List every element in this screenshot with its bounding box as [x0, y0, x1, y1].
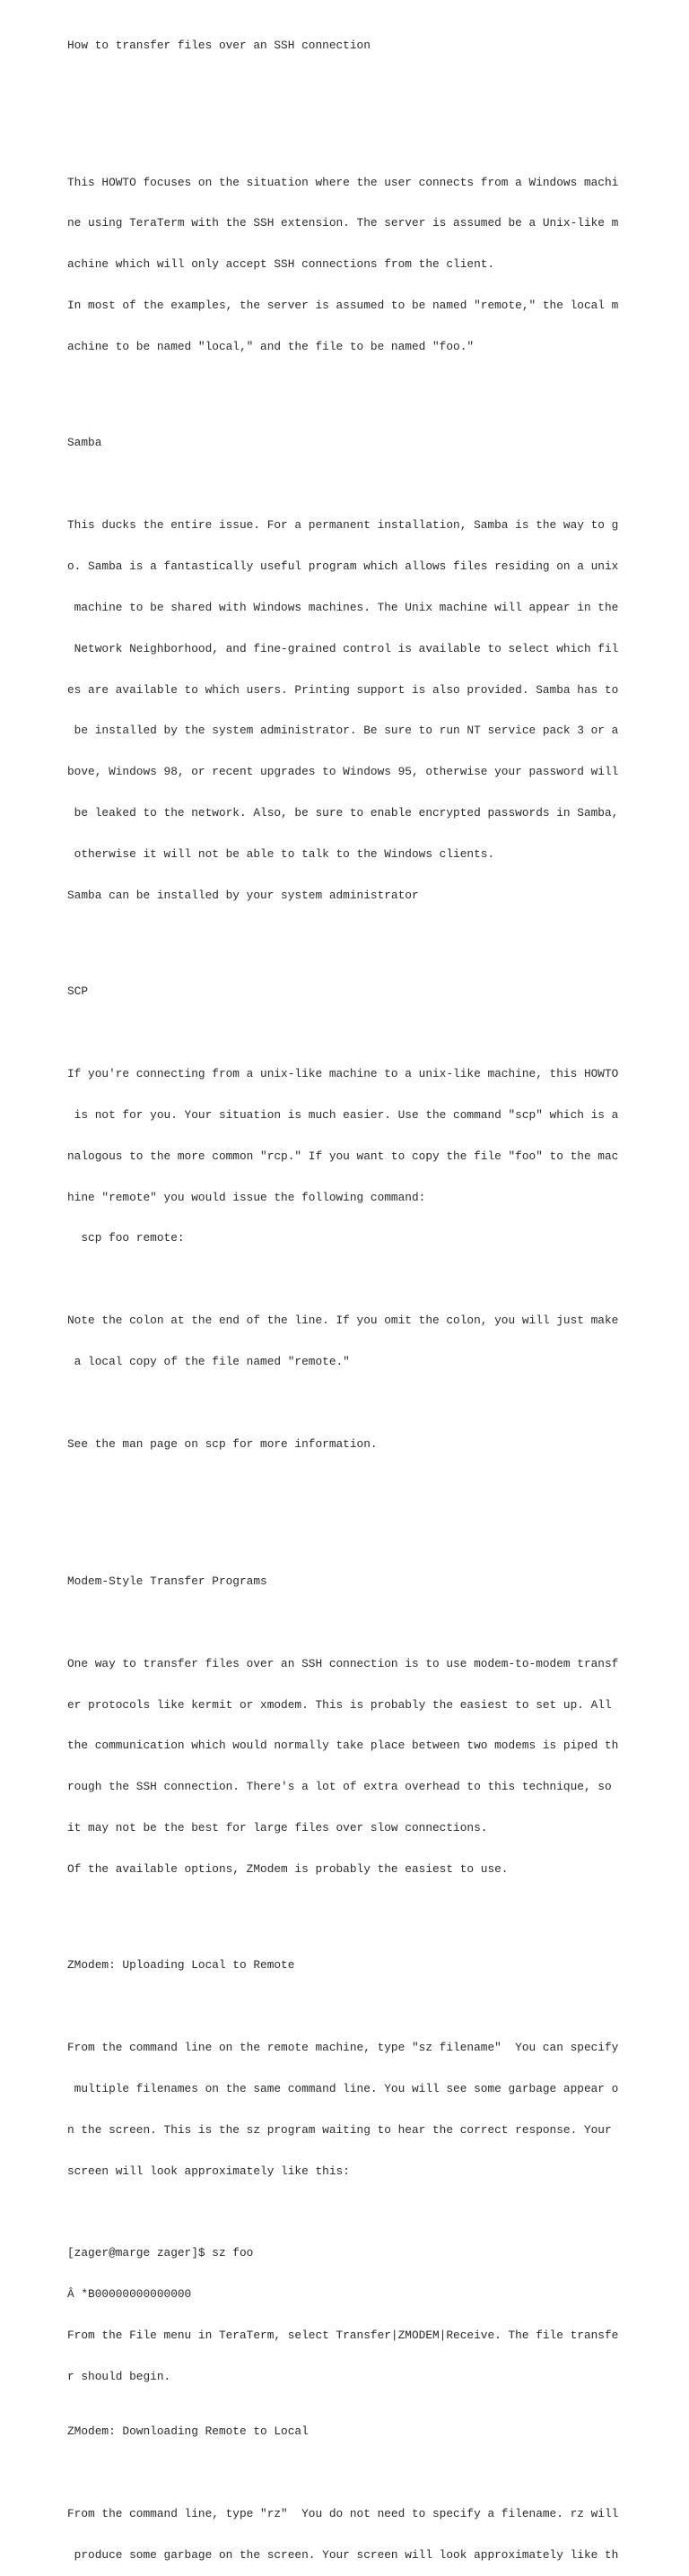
zmodem-upload-line: r should begin.: [67, 2370, 171, 2384]
scp-line: If you're connecting from a unix-like machine to a unix-like machine, this HOWTO: [67, 1066, 619, 1080]
zmodem-upload-line: screen will look approximately like this:: [67, 2164, 350, 2178]
samba-line: Samba can be installed by your system administrator: [67, 889, 419, 902]
terminal-line: [zager@marge zager]$ sz foo: [67, 2246, 254, 2260]
scp-heading: SCP: [67, 984, 89, 999]
zmodem-download-line: From the command line, type "rz" You do not need to specify a filename. rz will: [67, 2507, 619, 2521]
scp-command: scp foo remote:: [67, 1231, 185, 1245]
zmodem-upload-heading: ZModem: Uploading Local to Remote: [67, 1958, 295, 1973]
samba-line: Network Neighborhood, and fine-grained control is available to select which fil: [67, 641, 619, 655]
intro-line: achine to be named "local," and the file to be named "foo.": [67, 340, 475, 354]
samba-line: machine to be shared with Windows machines. The Unix machine will appear in the: [67, 600, 619, 614]
modem-line: Of the available options, ZModem is probably the easiest to use.: [67, 1862, 509, 1877]
modem-line: rough the SSH connection. There's a lot of extra overhead to this technique, so: [67, 1780, 612, 1794]
samba-line: o. Samba is a fantastically useful program which allows files residing on a unix: [67, 559, 619, 573]
scp-line: nalogous to the more common "rcp." If you want to copy the file "foo" to the mac: [67, 1149, 619, 1163]
scp-note-line: Note the colon at the end of the line. If you omit the colon, you will just make: [67, 1314, 619, 1328]
terminal-line: Â *B00000000000000: [67, 2287, 192, 2302]
scp-line: is not for you. Your situation is much easier. Use the command "scp" which is a: [67, 1107, 619, 1122]
scp-note-line: a local copy of the file named "remote.": [67, 1355, 350, 1369]
samba-line: es are available to which users. Printing support is also provided. Samba has to: [67, 682, 619, 697]
zmodem-download-heading: ZModem: Downloading Remote to Local: [67, 2424, 309, 2439]
modem-heading: Modem-Style Transfer Programs: [67, 1574, 267, 1588]
intro-line: This HOWTO focuses on the situation where the user connects from a Windows machi: [67, 175, 619, 189]
samba-heading: Samba: [67, 436, 102, 450]
scp-see-also: See the man page on scp for more information.: [67, 1436, 378, 1451]
modem-line: the communication which would normally take place between two modems is piped th: [67, 1739, 619, 1753]
modem-line: er protocols like kermit or xmodem. This is probably the easiest to set up. All: [67, 1697, 612, 1712]
zmodem-upload-line: multiple filenames on the same command line. You will see some garbage appear o: [67, 2081, 619, 2095]
samba-line: be leaked to the network. Also, be sure to enable encrypted passwords in Samba,: [67, 806, 619, 820]
zmodem-download-line: produce some garbage on the screen. Your screen will look approximately like th: [67, 2547, 619, 2562]
scp-line: hine "remote" you would issue the following command:: [67, 1190, 426, 1204]
zmodem-upload-line: n the screen. This is the sz program waiting to hear the correct response. Your: [67, 2122, 612, 2137]
document-page: [67, 11, 686, 2576]
samba-line: be installed by the system administrator. Be sure to run NT service pack 3 or a: [67, 724, 619, 738]
intro-line: ne using TeraTerm with the SSH extension. The server is assumed be a Unix-like m: [67, 216, 619, 230]
intro-line: achine which will only accept SSH connections from the client.: [67, 257, 495, 272]
zmodem-upload-line: From the File menu in TeraTerm, select Transfer|ZMODEM|Receive. The file transfe: [67, 2329, 619, 2343]
samba-line: This ducks the entire issue. For a permanent installation, Samba is the way to g: [67, 517, 619, 532]
samba-line: otherwise it will not be able to talk to the Windows clients.: [67, 847, 495, 862]
document-title: How to transfer files over an SSH connection: [67, 38, 371, 52]
zmodem-upload-line: From the command line on the remote machine, type "sz filename" You can specify: [67, 2040, 619, 2054]
modem-line: One way to transfer files over an SSH connection is to use modem-to-modem transf: [67, 1656, 619, 1670]
modem-line: it may not be the best for large files over slow connections.: [67, 1821, 488, 1835]
samba-line: bove, Windows 98, or recent upgrades to Windows 95, otherwise your password will: [67, 765, 619, 779]
intro-line: In most of the examples, the server is assumed to be named "remote," the local m: [67, 299, 619, 313]
